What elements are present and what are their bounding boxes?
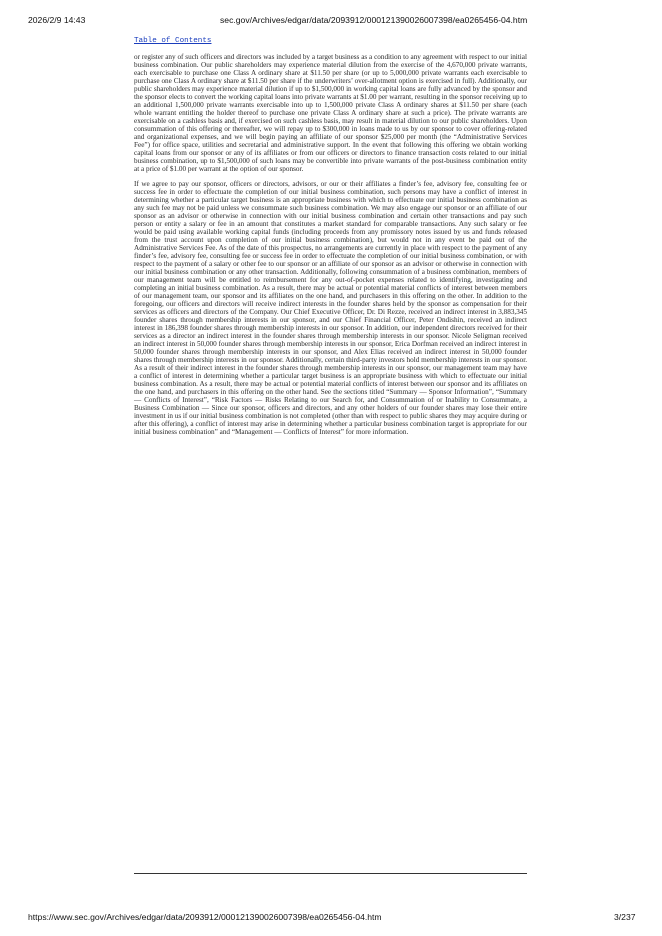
print-url: https://www.sec.gov/Archives/edgar/data/2093912/000121390026007398/ea0265456-04.htm (28, 912, 382, 922)
body-paragraph: or register any of such officers and directors was included by a target business as a condition to any agreement with respect to our initial business combination. Our public shareholders may experience material dilution from the exercise of the 4,670,000 private warrants, each exercisable to purchase one Class A ordinary share at $11.50 per share (or up to 5,000,000 private warrants each exercisable to purchase one Class A ordinary share at $11.50 per share if the underwriters’ over-allotment option is exercised in full). Additionally, our public shareholders may experience material dilution if up to $1,500,000 in working capital loans are fully advanced by the sponsor and the sponsor elects to convert the working capital loans into private warrants at $1.00 per warrant, resulting in the sponsor receiving up to an additional 1,500,000 private warrants exercisable into up to 1,500,000 private Class A ordinary shares at $11.50 per share (each whole warrant entitling the holder thereof to purchase one private Class A ordinary share at such a price). The private warrants are exercisable on a cashless basis and, if exercised on such cashless basis, may result in material dilution to our public shareholders. Upon consummation of this offering or thereafter, we will repay up to $300,000 in loans made to us by our sponsor to cover offering-related and organizational expenses, and we will begin paying an affiliate of our sponsor $25,000 per month (the “Administrative Services Fee”) for office space, utilities and secretarial and administrative support. In the event that following this offering we obtain working capital loans from our sponsor or any of its affiliates or from our officers or directors to finance transaction costs related to our initial business combination, up to $1,500,000 of such loans may be convertible into private warrants of the post-business combination entity at a price of $1.00 per warrant at the option of our sponsor. (134, 53, 527, 173)
body-paragraph: If we agree to pay our sponsor, officers or directors, advisors, or our or their affiliates a finder’s fee, advisory fee, consulting fee or success fee in order to effectuate the completion of our initial business combination, such persons may have a conflict of interest in determining whether a particular target business is an appropriate business with which to effectuate our initial business combination as any such fee may not be paid unless we consummate such business combination. We may also engage our sponsor or an affiliate of our sponsor as an advisor or otherwise in connection with our initial business combination and certain other transactions and pay such person or entity a salary or fee in an amount that constitutes a market standard for comparable transactions. Any such salary or fee would be paid using available working capital funds (including proceeds from any promissory notes issued by us and funds released from the trust account upon completion of our initial business combination), but would not in any event be paid out of the Administrative Services Fee. As of the date of this prospectus, no arrangements are currently in place with respect to the payment of any finder’s fee, advisory fee, consulting fee or success fee in order to effectuate the completion of our initial business combination, or with respect to the payment of a salary or other fee to our sponsor or an affiliate of our sponsor as an advisor or otherwise in connection with our initial business combination or any other transaction. Additionally, following consummation of a business combination, members of our management team will be entitled to reimbursement for any out-of-pocket expenses related to identifying, investigating and completing an initial business combination. As a result, there may be actual or potential material conflicts of interest between members of our management team, our sponsor and its affiliates on the one hand, and purchasers in this offering on the other. In addition to the foregoing, our officers and directors will receive indirect interests in the founder shares held by the sponsor as compensation for their services as officers and directors of the Company. Our Chief Executive Officer, Dr. Di Rezze, received an indirect interest in 3,883,345 founder shares through membership interests in our sponsor, and our Chief Financial Officer, Peter Ondishin, received an indirect interest in 186,398 founder shares through membership interests in our sponsor. In addition, our independent directors received for their services as a director an indirect interest in the founder shares through membership interests in our sponsor. Nicole Seligman received an indirect interest in 50,000 founder shares through membership interests in our sponsor, Erica Dorfman received an indirect interest in 50,000 founder shares through membership interests in our sponsor, and Alex Elias received an indirect interest in 50,000 founder shares through membership interests in our sponsor. Additionally, certain third-party investors hold membership interests in our sponsor. As a result of their indirect interest in the founder shares through membership interests in our sponsor, our management team may have a conflict of interest in determining whether a particular target business is an appropriate business with which to effectuate our initial business combination. As a result, there may be actual or potential material conflicts of interest between our sponsor and its affiliates on the one hand, and purchasers in this offering on the other hand. See the sections titled “Summary — Sponsor Information”, “Summary — Conflicts of Interest”, “Risk Factors — Risks Relating to our Search for, and Consummation of or Inability to Consummate, a Business Combination — Since our sponsor, officers and directors, and any other holders of our founder shares may lose their entire investment in us if our initial business combination is not completed (other than with respect to public shares they may acquire during or after this offering), a conflict of interest may arise in determining whether a particular business combination target is appropriate for our initial business combination” and “Management — Conflicts of Interest” for more information. (134, 180, 527, 436)
page-divider (134, 873, 527, 874)
print-datetime: 2026/2/9 14:43 (28, 15, 86, 25)
table-of-contents-link[interactable]: Table of Contents (134, 37, 212, 45)
document-body (134, 53, 527, 443)
print-page-counter: 3/237 (614, 912, 636, 922)
print-page-title: sec.gov/Archives/edgar/data/2093912/000121390026007398/ea0265456-04.htm (220, 15, 528, 25)
